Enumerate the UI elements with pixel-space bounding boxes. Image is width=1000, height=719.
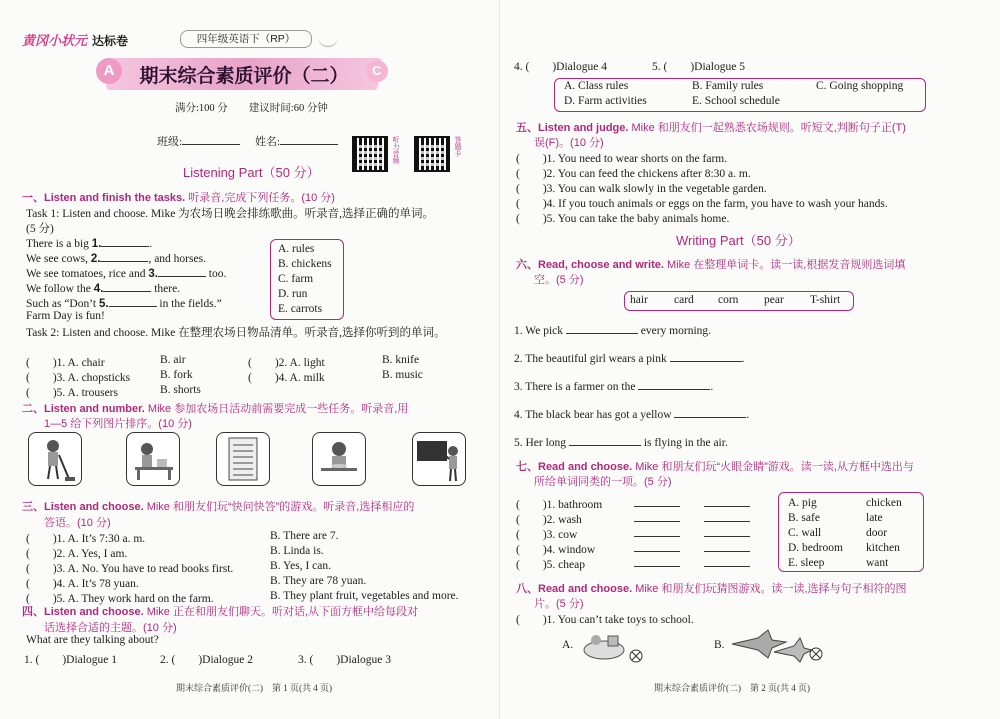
task2-instruction: Task 2: Listen and choose. Mike 在整理农场日物品清单。听录音,选择你听到的单词。 [26, 327, 446, 339]
word-card: corn [718, 294, 739, 306]
section1-heading: 一、Listen and finish the tasks. 听录音,完成下列任务。(10 分) [22, 192, 335, 204]
section8-item[interactable]: ( )1. You can’t take toys to school. [516, 614, 694, 626]
section2-heading-cont: 1—5 给下列图片排序。(10 分) [44, 418, 192, 430]
section4-heading: 四、Listen and choose. Mike 正在和朋友们聊天。听对话,从下面方框中给每段对 [22, 606, 419, 618]
judge-item[interactable]: ( )4. If you touch animals or eggs on the farm, you have to wash your hands. [516, 198, 888, 210]
choice-option[interactable]: B. music [382, 369, 423, 381]
answer-blank[interactable] [704, 526, 750, 540]
choice-option[interactable]: B. They are 78 yuan. [270, 575, 367, 587]
picture-boy-at-blackboard [412, 432, 466, 486]
classify-item[interactable]: ( )4. window [516, 544, 596, 556]
option-a-label: A. [562, 639, 574, 651]
dialogue-answer[interactable]: 5. ( )Dialogue 5 [652, 61, 745, 73]
banner-letter-c: C [366, 60, 388, 82]
choice-option[interactable]: B. Linda is. [270, 545, 324, 557]
right-page [502, 0, 1000, 719]
task1-instruction: Task 1: Listen and choose. Mike 为农场日晚会排练歌曲。听录音,选择正确的单词。 [26, 208, 435, 220]
judge-item[interactable]: ( )3. You can walk slowly in the vegetable garden. [516, 183, 767, 195]
answer-blank[interactable] [704, 556, 750, 570]
name-label: 姓名: [255, 136, 281, 148]
section7-heading: 七、Read and choose. Mike 和朋友们玩“火眼金睛”游戏。读一读,从方框中选出与 [516, 461, 914, 473]
dialogue-answer[interactable]: 2. ( )Dialogue 2 [160, 654, 253, 666]
lyric-line[interactable]: We see tomatoes, rice and 3. too. [26, 265, 226, 280]
topic-option: A. Class rules [564, 80, 629, 92]
audio-qr-label: 听力音频 [392, 136, 400, 164]
word-card: T-shirt [810, 294, 841, 306]
answer-blank[interactable] [704, 496, 750, 510]
answer-blank[interactable] [566, 322, 638, 334]
answer-qr-code[interactable] [414, 136, 450, 172]
classify-item[interactable]: ( )5. cheap [516, 559, 585, 571]
listening-part-title: Listening Part（50 分） [183, 165, 320, 180]
fill-sentence[interactable]: 5. Her long is flying in the air. [514, 434, 728, 449]
classify-item[interactable]: ( )2. wash [516, 514, 582, 526]
section4-question: What are they talking about? [26, 634, 159, 646]
choice-question[interactable]: ( )4. A. milk [248, 372, 325, 384]
choice-question[interactable]: ( )2. A. Yes, I am. [26, 548, 128, 560]
footer-left: 期末综合素质评价(二) 第 1 页(共 4 页) [176, 683, 332, 693]
fill-sentence[interactable]: 4. The black bear has got a yellow . [514, 406, 749, 421]
answer-blank[interactable] [674, 406, 746, 418]
lyric-line[interactable]: There is a big 1. . [26, 235, 152, 250]
box-option: E. sleep [788, 557, 825, 569]
page-title: 期末综合素质评价（二） [139, 65, 349, 87]
dialogue-answer[interactable]: 1. ( )Dialogue 1 [24, 654, 117, 666]
section7-heading-cont: 所给单词同类的一项。(5 分) [534, 476, 672, 488]
judge-item[interactable]: ( )1. You need to wear shorts on the farm. [516, 153, 728, 165]
answer-blank[interactable] [634, 526, 680, 540]
answer-blank[interactable] [704, 541, 750, 555]
lyric-line[interactable]: Such as “Don’t 5. in the fields.” [26, 295, 222, 310]
class-label: 班级: [157, 136, 183, 148]
brand-logo: 黄冈小状元 [22, 33, 88, 48]
box-word: kitchen [866, 542, 900, 554]
option-b-airplanes-picture[interactable] [728, 626, 824, 664]
choice-option[interactable]: B. There are 7. [270, 530, 339, 542]
classify-item[interactable]: ( )3. cow [516, 529, 578, 541]
audio-qr-code[interactable] [352, 136, 388, 172]
judge-item[interactable]: ( )5. You can take the baby animals home. [516, 213, 730, 225]
option-b-label: B. [714, 639, 725, 651]
choice-question[interactable]: ( )1. A. It’s 7:30 a. m. [26, 533, 146, 545]
answer-qr-label: 答题卡 [454, 136, 462, 157]
fill-sentence[interactable]: 2. The beautiful girl wears a pink . [514, 350, 745, 365]
option-item: C. farm [278, 273, 314, 285]
answer-blank[interactable] [704, 511, 750, 525]
option-item: D. run [278, 288, 308, 300]
answer-blank[interactable] [670, 350, 742, 362]
page-divider [499, 0, 500, 719]
section5-heading: 五、Listen and judge. Mike 和朋友们一起熟悉农场规则。听短文,判断句子正(T) [516, 122, 906, 134]
option-item: B. chickens [278, 258, 332, 270]
choice-option[interactable]: B. They plant fruit, vegetables and more. [270, 590, 459, 602]
class-field[interactable] [157, 133, 240, 149]
section8-heading: 八、Read and choose. Mike 和朋友们玩猜图游戏。读一读,选择与句子相符的图 [516, 583, 907, 595]
section3-heading-cont: 答语。(10 分) [44, 517, 111, 529]
choice-question[interactable]: ( )5. A. They work hard on the farm. [26, 593, 214, 605]
topic-option: E. School schedule [692, 95, 780, 107]
section6-heading-cont: 空。(5 分) [534, 274, 584, 286]
answer-blank[interactable] [634, 511, 680, 525]
section2-heading: 二、Listen and number. Mike 参加农场日活动前需要完成一些任务。听录音,用 [22, 403, 409, 415]
option-item: E. carrots [278, 303, 323, 315]
answer-blank[interactable] [638, 378, 710, 390]
choice-option[interactable]: B. Yes, I can. [270, 560, 332, 572]
choice-question[interactable]: ( )5. A. trousers [26, 387, 118, 399]
answer-blank[interactable] [569, 434, 641, 446]
section8-heading-cont: 片。(5 分) [534, 598, 584, 610]
word-card: hair [630, 294, 648, 306]
choice-question[interactable]: ( )4. A. It’s 78 yuan. [26, 578, 139, 590]
section5-heading-cont: 误(F)。(10 分) [534, 137, 604, 149]
dialogue-answer[interactable]: 3. ( )Dialogue 3 [298, 654, 391, 666]
topic-option: D. Farm activities [564, 95, 647, 107]
name-field[interactable] [255, 133, 338, 149]
fill-sentence[interactable]: 1. We pick every morning. [514, 322, 711, 337]
answer-blank[interactable] [158, 265, 206, 277]
left-page [0, 0, 498, 719]
fill-sentence[interactable]: 3. There is a farmer on the . [514, 378, 713, 393]
exam-meta: 满分:100 分 建议时间:60 分钟 [175, 103, 328, 114]
swirl-decoration [318, 36, 338, 47]
choice-option[interactable]: B. fork [160, 369, 193, 381]
answer-blank[interactable] [634, 541, 680, 555]
section3-heading: 三、Listen and choose. Mike 和朋友们玩“快问快答”的游戏。听录音,选择相应的 [22, 501, 415, 513]
option-a-toys-picture[interactable] [574, 628, 646, 664]
box-option: D. bedroom [788, 542, 843, 554]
choice-option[interactable]: B. knife [382, 354, 420, 366]
picture-boy-at-desk [126, 432, 180, 486]
box-word: want [866, 557, 889, 569]
picture-boy-mopping [28, 432, 82, 486]
dialogue-answer[interactable]: 4. ( )Dialogue 4 [514, 61, 607, 73]
option-item: A. rules [278, 243, 315, 255]
box-word: door [866, 527, 888, 539]
box-option: B. safe [788, 512, 820, 524]
classify-item[interactable]: ( )1. bathroom [516, 499, 603, 511]
topic-option: C. Going shopping [816, 80, 904, 92]
box-option: A. pig [788, 497, 817, 509]
topic-option: B. Family rules [692, 80, 764, 92]
grade-tag: 四年级英语下（RP） [180, 30, 312, 48]
lyric-line[interactable]: We follow the 4. there. [26, 280, 180, 295]
answer-blank[interactable] [100, 250, 148, 262]
footer-right: 期末综合素质评价(二) 第 2 页(共 4 页) [654, 683, 810, 693]
answer-blank[interactable] [109, 295, 157, 307]
choice-question[interactable]: ( )2. A. light [248, 357, 325, 369]
answer-blank[interactable] [634, 556, 680, 570]
writing-part-title: Writing Part（50 分） [676, 233, 801, 248]
picture-boy-eating [312, 432, 366, 486]
lyric-line[interactable]: We see cows, 2. , and horses. [26, 250, 206, 265]
choice-question[interactable]: ( )1. A. chair [26, 357, 105, 369]
word-card: card [674, 294, 694, 306]
answer-blank[interactable] [634, 496, 680, 510]
choice-option[interactable]: B. shorts [160, 384, 201, 396]
section4-heading-cont: 话选择合适的主题。(10 分) [44, 622, 177, 634]
choice-question[interactable]: ( )3. A. No. You have to read books first. [26, 563, 234, 575]
box-word: chicken [866, 497, 902, 509]
lyric-line: Farm Day is fun! [26, 310, 105, 322]
judge-item[interactable]: ( )2. You can feed the chickens after 8:30 a. m. [516, 168, 751, 180]
task1-points: (5 分) [26, 223, 54, 235]
choice-question[interactable]: ( )3. A. chopsticks [26, 372, 131, 384]
answer-blank[interactable] [103, 280, 151, 292]
box-word: late [866, 512, 883, 524]
section6-heading: 六、Read, choose and write. Mike 在整理单词卡。读一读,根据发音规则选词填 [516, 259, 906, 271]
box-option: C. wall [788, 527, 822, 539]
picture-schedule-sheet [216, 432, 270, 486]
banner-letter-a: A [96, 58, 122, 84]
choice-option[interactable]: B. air [160, 354, 186, 366]
word-card: pear [764, 294, 784, 306]
answer-blank[interactable] [101, 235, 149, 247]
series-label: 达标卷 [92, 34, 129, 48]
